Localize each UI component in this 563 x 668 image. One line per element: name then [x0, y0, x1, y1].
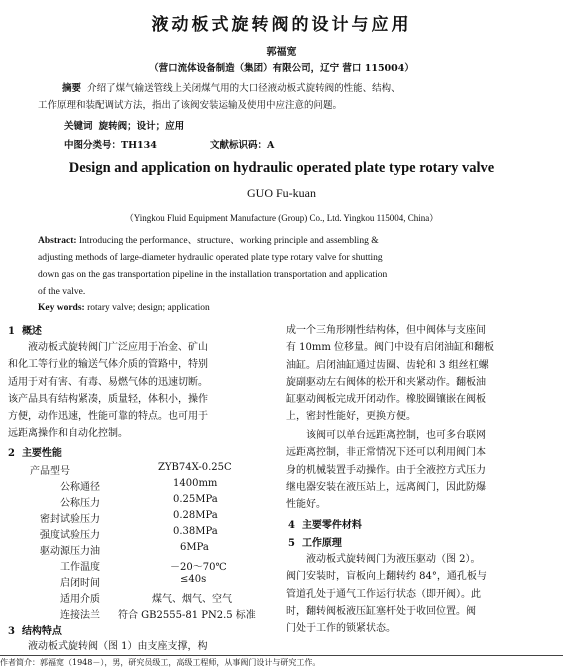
english-affiliation: （Yingkou Fluid Equipment Manufacture (Group) Co., Ltd. Yingkou 115004, China）: [124, 213, 439, 223]
abstract-en-label: Abstract:: [38, 236, 77, 246]
right-column-body-b: 该阀可以单台远距离控制，也可多台联网 远距离控制，非正常情况下还可以利用阀门本 身的机械装置手动操作。由于全液控方式压力 继电器安装在液压站上，远离阀门，因此防爆 性能好。: [286, 430, 486, 511]
right-column-body-a: 成一个三角形刚性结构体，但中阀体与支座间 有 10mm 位移量。阀门中设有启闭油缸和翻板 油缸。启闭油缸通过齿圈、齿轮和 3 组丝杠螺 旋副驱动左右阀体的松开和夹紧动作。翻板油 缸驱动阀板完成开闭动作。橡胶圈镶嵌在阀板 上，密封性能好，更换方便。: [286, 325, 495, 423]
classification-number: 中图分类号：TH134: [64, 140, 157, 151]
section-heading-5: 5 工作原理: [288, 538, 342, 549]
section-heading-4: 4 主要零件材料: [288, 520, 362, 531]
paper-title: 液动板式旋转阀的设计与应用: [151, 15, 412, 35]
section-3-body: 液动板式旋转阀（图 1）由支座支撑，构: [28, 641, 208, 652]
english-title: Design and application on hydraulic operated plate type rotary valve: [68, 160, 495, 176]
abstract-cn-label: 摘要: [62, 83, 82, 94]
section-1-body: 液动板式旋转阀门广泛应用于冶金、矿山 和化工等行业的输送气体介质的管路中，特别 适用于对有害、有毒、易燃气体的迅速切断。 该产品具有结构紧凑，质量轻，体积小，操作 方便，动作迅速，性能可靠的特点。也可用于 远距离操作和自动化控制。: [8, 342, 208, 440]
abstract-cn-line: 摘要 介绍了煤气输送管线上关闭煤气用的大口径液动板式旋转阀的性能、结构、: [62, 83, 401, 94]
english-author: GUO Fu-kuan: [247, 186, 316, 200]
abstract-en: Abstract: Introducing the performance、structure、working principle and assembling & adjusting methods of large-diameter hydraulic operated plate type rotary valve for shutting down gas on the gas transportation pipeline in the installation transportation and application of the valve.: [38, 236, 388, 297]
section-heading-1: 1 概述: [8, 326, 42, 337]
author-footnote: 作者简介：郭福宽（1948－），男，研究员级工，高级工程师，从事阀门设计与研究工作。: [0, 658, 321, 667]
document-code: 文献标识码：A: [210, 140, 275, 151]
abstract-cn-line: 工作原理和装配调试方法，指出了该阀安装运输及使用中应注意的问题。: [38, 100, 343, 111]
section-5-body: 液动板式旋转阀门为液压驱动（图 2）。 阀门安装时，盲板向上翻转约 84°，通孔板与 管道孔处于通气工作运行状态（即开阀）。此 时，翻转阀板液压缸塞杆处于收回位置。阀 门处于工作的锁紧状态。: [286, 554, 487, 635]
section-heading-3: 3 结构特点: [8, 626, 62, 637]
keywords-en: Key words: rotary valve; design; application: [38, 303, 210, 313]
keywords-cn: 关键词 旋转阀；设计；应用: [64, 121, 185, 132]
author-name: 郭福宽: [266, 47, 297, 58]
author-affiliation: （营口流体设备制造（集团）有限公司，辽宁 营口 115004）: [149, 63, 414, 74]
abstract-cn: [38, 80, 528, 114]
footer-divider: [0, 655, 563, 656]
paper-page: 液动板式旋转阀的设计与应用 郭福宽 （营口流体设备制造（集团）有限公司，辽宁 营口 115004） 摘要 介绍了煤气输送管线上关闭煤气用的大口径液动板式旋转阀的性能、结构、 工作原理和装配调试方法，指出了该阀安装运输及使用中应注意的问题。 关键词 旋转阀；设计；应用 中图分类号：TH134 文献标识码：A Design and application on hydraulic operated plate type rotary valve GUO Fu-kuan （Yingkou Fluid Equipment Manufacture (Group) Co., Ltd. Yingkou 115004, China） Abstract: Introducing the performance、structure、working principle and assembling & adjusting methods of large-diameter hydraulic operated plate type rotary valve for shutting down gas on the gas transportation pipeline in the installation transportation and application of the valve. Key words: rotary valve; design; application 1 概述 液动板式旋转阀门广泛应用于冶金、矿山 和化工等行业的输送气体介质的管路中，特别 适用于对有害、有毒、易燃气体的迅速切断。 该产品具有结构紧凑，质量轻，体积小，操作 方便，动作迅速，性能可靠的特点。也可用于 远距离操作和自动化控制。 2 主要性能 产品型号 ZYB74X-0.25C 公称通径 1400mm 公称压力 0.25MPa 密封试验压力 0.28MPa 强度试验压力 0.38MPa 驱动源压力油 6MPa 工作温度 －20～70℃ 启闭时间 ≤40s 适用介质 煤气、烟气、空气 连接法兰 符合 GB2555-81 PN2.5 标准 3 结构特点 液动板式旋转阀（图 1）由支座支撑，构 成一个三角形刚性结构体，但中阀体与支座间 有 10mm 位移量。阀门中设有启闭油缸和翻板 油缸。启闭油缸通过齿圈、齿轮和 3 组丝杠螺 旋副驱动左右阀体的松开和夹紧动作。翻板油 缸驱动阀板完成开闭动作。橡胶圈镶嵌在阀板 上，密封性能好，更换方便。 该阀可以单台远距离控制，也可多台联网 远距离控制，非正常情况下还可以利用阀门本 身的机械装置手动操作。由于全液控方式压力 继电器安装在液压站上，远离阀门，因此防爆 性能好。 4 主要零件材料 5 工作原理 液动板式旋转阀门为液压驱动（图 2）。 阀门安装时，盲板向上翻转约 84°，通孔板与 管道孔处于通气工作运行状态（即开阀）。此 时，翻转阀板液压缸塞杆处于收回位置。阀 门处于工作的锁紧状态。 作者简介：郭福宽（1948－），男，研究员级工，高级工程师，从事阀门设计与研究工作。: [0, 0, 563, 665]
section-heading-2: 2 主要性能: [8, 448, 62, 459]
